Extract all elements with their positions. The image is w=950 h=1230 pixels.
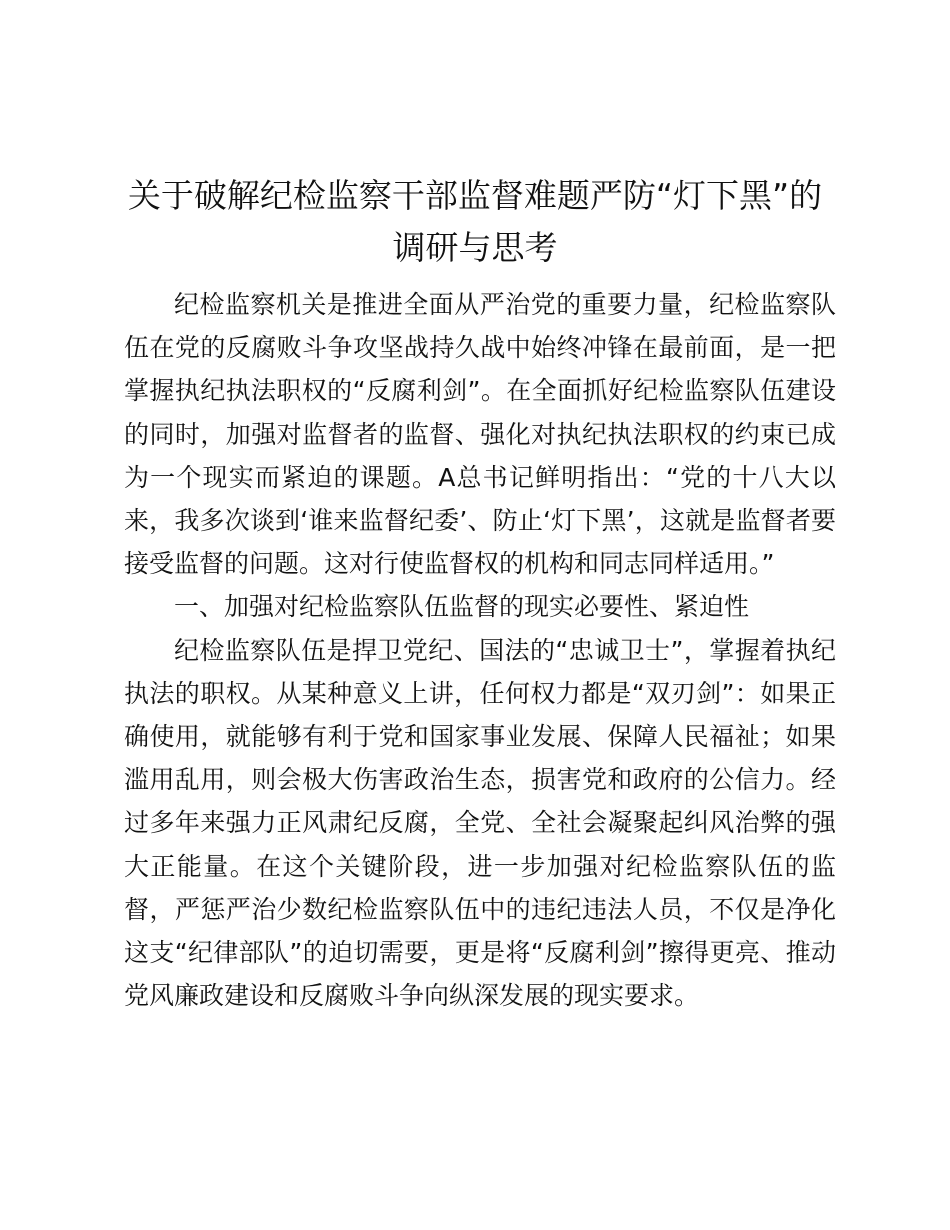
- paragraph-section-1: 纪检监察队伍是捍卫党纪、国法的“忠诚卫士”，掌握着执纪执法的职权。从某种意义上讲，任何权力都是“双刃剑”：如果正确使用，就能够有利于党和国家事业发展、保障人民福祉；如果滥用乱用，则会极大伤害政治生态，损害党和政府的公信力。经过多年来强力正风肃纪反腐，全党、全社会凝聚起纠风治弊的强大正能量。在这个关键阶段，进一步加强对纪检监察队伍的监督，严惩严治少数纪检监察队伍中的违纪违法人员，不仅是净化这支“纪律部队”的迫切需要，更是将“反腐利剑”擦得更亮、推动党风廉政建设和反腐败斗争向纵深发展的现实要求。: [124, 635, 836, 1011]
- document-body: [124, 283, 836, 1017]
- section-heading: 一、加强对纪检监察队伍监督的现实必要性、紧迫性: [174, 592, 750, 622]
- document-title: 关于破解纪检监察干部监督难题严防“灯下黑”的调研与思考: [127, 176, 823, 267]
- paragraph-intro: 纪检监察机关是推进全面从严治党的重要力量，纪检监察队伍在党的反腐败斗争攻坚战持久战中始终冲锋在最前面，是一把掌握执纪执法职权的“反腐利剑”。在全面抓好纪检监察队伍建设的同时，加强对监督者的监督、强化对执纪执法职权的约束已成为一个现实而紧迫的课题。A总书记鲜明指出：“党的十八大以来，我多次谈到‘谁来监督纪委’、防止‘灯下黑’，这就是监督者要接受监督的问题。这对行使监督权的机构和同志同样适用。”: [124, 290, 836, 579]
